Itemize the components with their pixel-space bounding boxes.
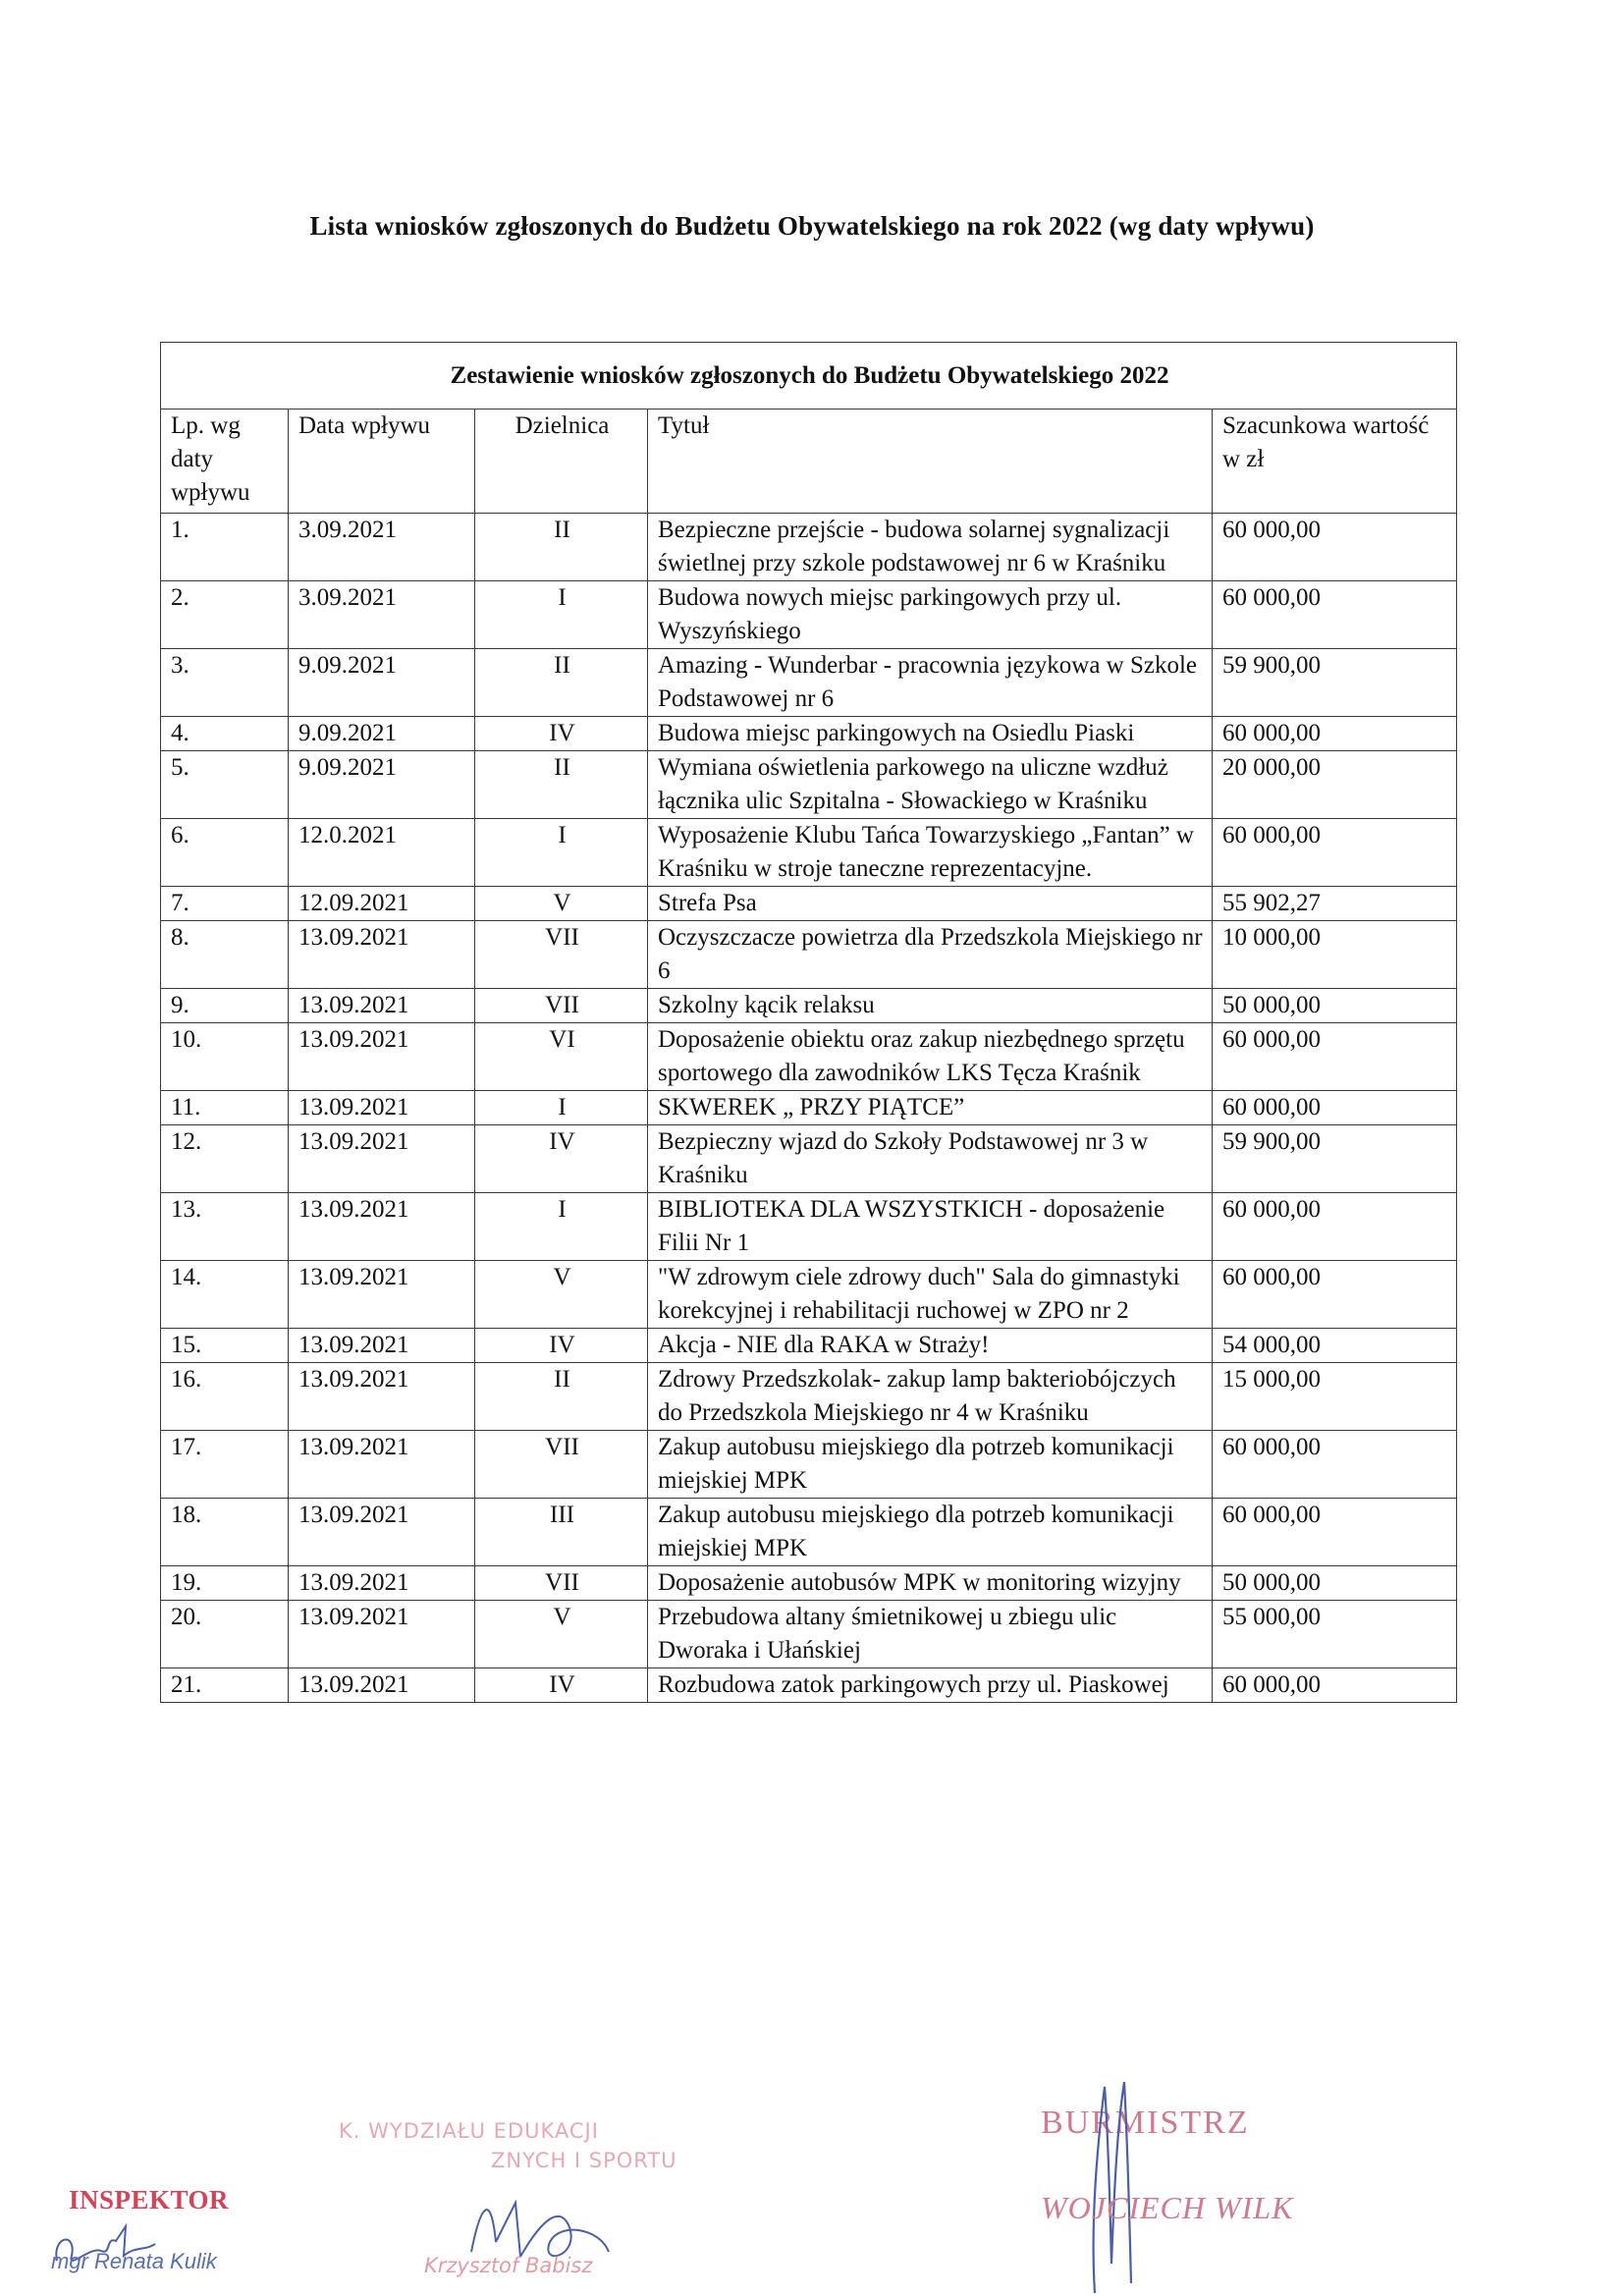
cell-title: Amazing - Wunderbar - pracownia językowa w Szkole Podstawowej nr 6 xyxy=(648,649,1213,717)
cell-title: Zakup autobusu miejskiego dla potrzeb komunikacji miejskiej MPK xyxy=(648,1431,1213,1499)
cell-title: Doposażenie autobusów MPK w monitoring wizyjny xyxy=(648,1566,1213,1601)
cell-title: SKWEREK „ PRZY PIĄTCE” xyxy=(648,1091,1213,1125)
cell-date: 13.09.2021 xyxy=(289,921,475,989)
cell-lp: 20. xyxy=(161,1601,289,1668)
cell-date: 3.09.2021 xyxy=(289,514,475,581)
table-caption: Zestawienie wniosków zgłoszonych do Budżetu Obywatelskiego 2022 xyxy=(161,343,1457,410)
table-row xyxy=(161,717,1457,751)
cell-value: 60 000,00 xyxy=(1213,1023,1457,1091)
cell-date: 9.09.2021 xyxy=(289,649,475,717)
cell-value: 50 000,00 xyxy=(1213,989,1457,1023)
cell-date: 12.09.2021 xyxy=(289,887,475,921)
cell-lp: 7. xyxy=(161,887,289,921)
table-row xyxy=(161,1601,1457,1668)
cell-value: 60 000,00 xyxy=(1213,1499,1457,1566)
cell-district: VII xyxy=(475,921,648,989)
cell-lp: 14. xyxy=(161,1261,289,1329)
cell-value: 10 000,00 xyxy=(1213,921,1457,989)
table-row xyxy=(161,581,1457,649)
cell-lp: 21. xyxy=(161,1668,289,1703)
cell-district: II xyxy=(475,1363,648,1431)
cell-date: 13.09.2021 xyxy=(289,1601,475,1668)
table-row xyxy=(161,1261,1457,1329)
cell-district: IV xyxy=(475,717,648,751)
cell-district: III xyxy=(475,1499,648,1566)
department-stamp-line2: ZNYCH I SPORTU xyxy=(491,2149,677,2172)
department-stamp-line1: K. WYDZIAŁU EDUKACJI xyxy=(339,2119,599,2143)
table-row xyxy=(161,514,1457,581)
cell-date: 13.09.2021 xyxy=(289,1363,475,1431)
cell-lp: 16. xyxy=(161,1363,289,1431)
cell-lp: 13. xyxy=(161,1193,289,1261)
department-stamp xyxy=(339,2116,677,2175)
table-row xyxy=(161,1668,1457,1703)
table-row xyxy=(161,1125,1457,1193)
cell-district: I xyxy=(475,1193,648,1261)
mayor-stamp-title: BURMISTRZ xyxy=(1041,2105,1250,2141)
table-row xyxy=(161,989,1457,1023)
mayor-signature-icon xyxy=(1080,2067,1149,2296)
header-date: Data wpływu xyxy=(289,410,475,514)
table-row xyxy=(161,1431,1457,1499)
department-head-name: Krzysztof Babisz xyxy=(424,2254,593,2277)
cell-date: 13.09.2021 xyxy=(289,1566,475,1601)
cell-lp: 12. xyxy=(161,1125,289,1193)
cell-lp: 19. xyxy=(161,1566,289,1601)
inspector-name: mgr Renata Kulik xyxy=(51,2249,217,2273)
cell-lp: 8. xyxy=(161,921,289,989)
cell-value: 60 000,00 xyxy=(1213,717,1457,751)
cell-date: 13.09.2021 xyxy=(289,989,475,1023)
cell-title: Przebudowa altany śmietnikowej u zbiegu ulic Dworaka i Ułańskiej xyxy=(648,1601,1213,1668)
header-district: Dzielnica xyxy=(475,410,648,514)
header-lp: Lp. wg daty wpływu xyxy=(161,410,289,514)
cell-value: 15 000,00 xyxy=(1213,1363,1457,1431)
cell-title: "W zdrowym ciele zdrowy duch" Sala do gimnastyki korekcyjnej i rehabilitacji ruchowej w ZPO nr 2 xyxy=(648,1261,1213,1329)
cell-district: IV xyxy=(475,1125,648,1193)
cell-lp: 5. xyxy=(161,751,289,819)
cell-value: 54 000,00 xyxy=(1213,1329,1457,1363)
cell-district: V xyxy=(475,1601,648,1668)
cell-district: VI xyxy=(475,1023,648,1091)
cell-date: 13.09.2021 xyxy=(289,1668,475,1703)
cell-date: 13.09.2021 xyxy=(289,1261,475,1329)
proposals-table xyxy=(160,342,1457,1703)
table-row xyxy=(161,1363,1457,1431)
cell-date: 3.09.2021 xyxy=(289,581,475,649)
header-title: Tytuł xyxy=(648,410,1213,514)
table-row xyxy=(161,1499,1457,1566)
cell-title: Bezpieczny wjazd do Szkoły Podstawowej nr 3 w Kraśniku xyxy=(648,1125,1213,1193)
cell-date: 9.09.2021 xyxy=(289,717,475,751)
cell-district: IV xyxy=(475,1329,648,1363)
cell-value: 60 000,00 xyxy=(1213,1091,1457,1125)
table-row xyxy=(161,1566,1457,1601)
cell-title: Budowa miejsc parkingowych na Osiedlu Piaski xyxy=(648,717,1213,751)
cell-title: Strefa Psa xyxy=(648,887,1213,921)
cell-date: 12.0.2021 xyxy=(289,819,475,887)
cell-title: Szkolny kącik relaksu xyxy=(648,989,1213,1023)
cell-lp: 18. xyxy=(161,1499,289,1566)
signature-area xyxy=(0,2067,1624,2296)
cell-value: 60 000,00 xyxy=(1213,1668,1457,1703)
cell-title: Bezpieczne przejście - budowa solarnej sygnalizacji świetlnej przy szkole podstawowej nr 6 w Kraśniku xyxy=(648,514,1213,581)
cell-district: V xyxy=(475,887,648,921)
cell-title: Zdrowy Przedszkolak- zakup lamp bakteriobójczych do Przedszkola Miejskiego nr 4 w Kraśniku xyxy=(648,1363,1213,1431)
table-row xyxy=(161,1329,1457,1363)
cell-date: 13.09.2021 xyxy=(289,1193,475,1261)
cell-lp: 17. xyxy=(161,1431,289,1499)
cell-lp: 4. xyxy=(161,717,289,751)
cell-value: 55 000,00 xyxy=(1213,1601,1457,1668)
cell-title: Doposażenie obiektu oraz zakup niezbędnego sprzętu sportowego dla zawodników LKS Tęcza Kraśnik xyxy=(648,1023,1213,1091)
cell-district: VII xyxy=(475,1431,648,1499)
table-row xyxy=(161,1023,1457,1091)
cell-district: VII xyxy=(475,1566,648,1601)
cell-value: 20 000,00 xyxy=(1213,751,1457,819)
cell-lp: 9. xyxy=(161,989,289,1023)
cell-value: 60 000,00 xyxy=(1213,1261,1457,1329)
mayor-stamp-name: WOJCIECH WILK xyxy=(1041,2190,1294,2225)
cell-date: 13.09.2021 xyxy=(289,1091,475,1125)
cell-value: 59 900,00 xyxy=(1213,649,1457,717)
cell-district: II xyxy=(475,649,648,717)
cell-value: 60 000,00 xyxy=(1213,1193,1457,1261)
cell-value: 60 000,00 xyxy=(1213,581,1457,649)
table-row xyxy=(161,1193,1457,1261)
cell-value: 60 000,00 xyxy=(1213,1431,1457,1499)
cell-lp: 11. xyxy=(161,1091,289,1125)
cell-lp: 1. xyxy=(161,514,289,581)
cell-date: 13.09.2021 xyxy=(289,1329,475,1363)
cell-district: I xyxy=(475,1091,648,1125)
inspector-stamp: INSPEKTOR xyxy=(69,2185,230,2214)
cell-district: I xyxy=(475,819,648,887)
cell-date: 13.09.2021 xyxy=(289,1431,475,1499)
cell-date: 13.09.2021 xyxy=(289,1125,475,1193)
table-row xyxy=(161,887,1457,921)
cell-title: BIBLIOTEKA DLA WSZYSTKICH - doposażenie Filii Nr 1 xyxy=(648,1193,1213,1261)
cell-value: 55 902,27 xyxy=(1213,887,1457,921)
table-row xyxy=(161,921,1457,989)
cell-title: Zakup autobusu miejskiego dla potrzeb komunikacji miejskiej MPK xyxy=(648,1499,1213,1566)
cell-lp: 6. xyxy=(161,819,289,887)
cell-value: 60 000,00 xyxy=(1213,514,1457,581)
cell-district: II xyxy=(475,751,648,819)
cell-lp: 2. xyxy=(161,581,289,649)
cell-district: V xyxy=(475,1261,648,1329)
table-row xyxy=(161,1091,1457,1125)
cell-title: Wymiana oświetlenia parkowego na uliczne wzdłuż łącznika ulic Szpitalna - Słowackiego w Kraśniku xyxy=(648,751,1213,819)
cell-lp: 15. xyxy=(161,1329,289,1363)
cell-district: IV xyxy=(475,1668,648,1703)
cell-district: I xyxy=(475,581,648,649)
table-row xyxy=(161,751,1457,819)
cell-title: Rozbudowa zatok parkingowych przy ul. Piaskowej xyxy=(648,1668,1213,1703)
header-value: Szacunkowa wartość w zł xyxy=(1213,410,1457,514)
table-row xyxy=(161,819,1457,887)
cell-date: 13.09.2021 xyxy=(289,1499,475,1566)
cell-date: 13.09.2021 xyxy=(289,1023,475,1091)
cell-title: Budowa nowych miejsc parkingowych przy ul. Wyszyńskiego xyxy=(648,581,1213,649)
table-row xyxy=(161,649,1457,717)
table-header-row xyxy=(161,410,1457,514)
cell-lp: 3. xyxy=(161,649,289,717)
cell-district: II xyxy=(475,514,648,581)
cell-title: Akcja - NIE dla RAKA w Straży! xyxy=(648,1329,1213,1363)
cell-date: 9.09.2021 xyxy=(289,751,475,819)
cell-title: Oczyszczacze powietrza dla Przedszkola Miejskiego nr 6 xyxy=(648,921,1213,989)
cell-district: VII xyxy=(475,989,648,1023)
cell-value: 50 000,00 xyxy=(1213,1566,1457,1601)
page-title: Lista wniosków zgłoszonych do Budżetu Obywatelskiego na rok 2022 (wg daty wpływu) xyxy=(309,211,1315,241)
cell-title: Wyposażenie Klubu Tańca Towarzyskiego „Fantan” w Kraśniku w stroje taneczne reprezentacyjne. xyxy=(648,819,1213,887)
cell-lp: 10. xyxy=(161,1023,289,1091)
cell-value: 60 000,00 xyxy=(1213,819,1457,887)
cell-value: 59 900,00 xyxy=(1213,1125,1457,1193)
proposals-table-wrapper xyxy=(160,342,1456,1703)
